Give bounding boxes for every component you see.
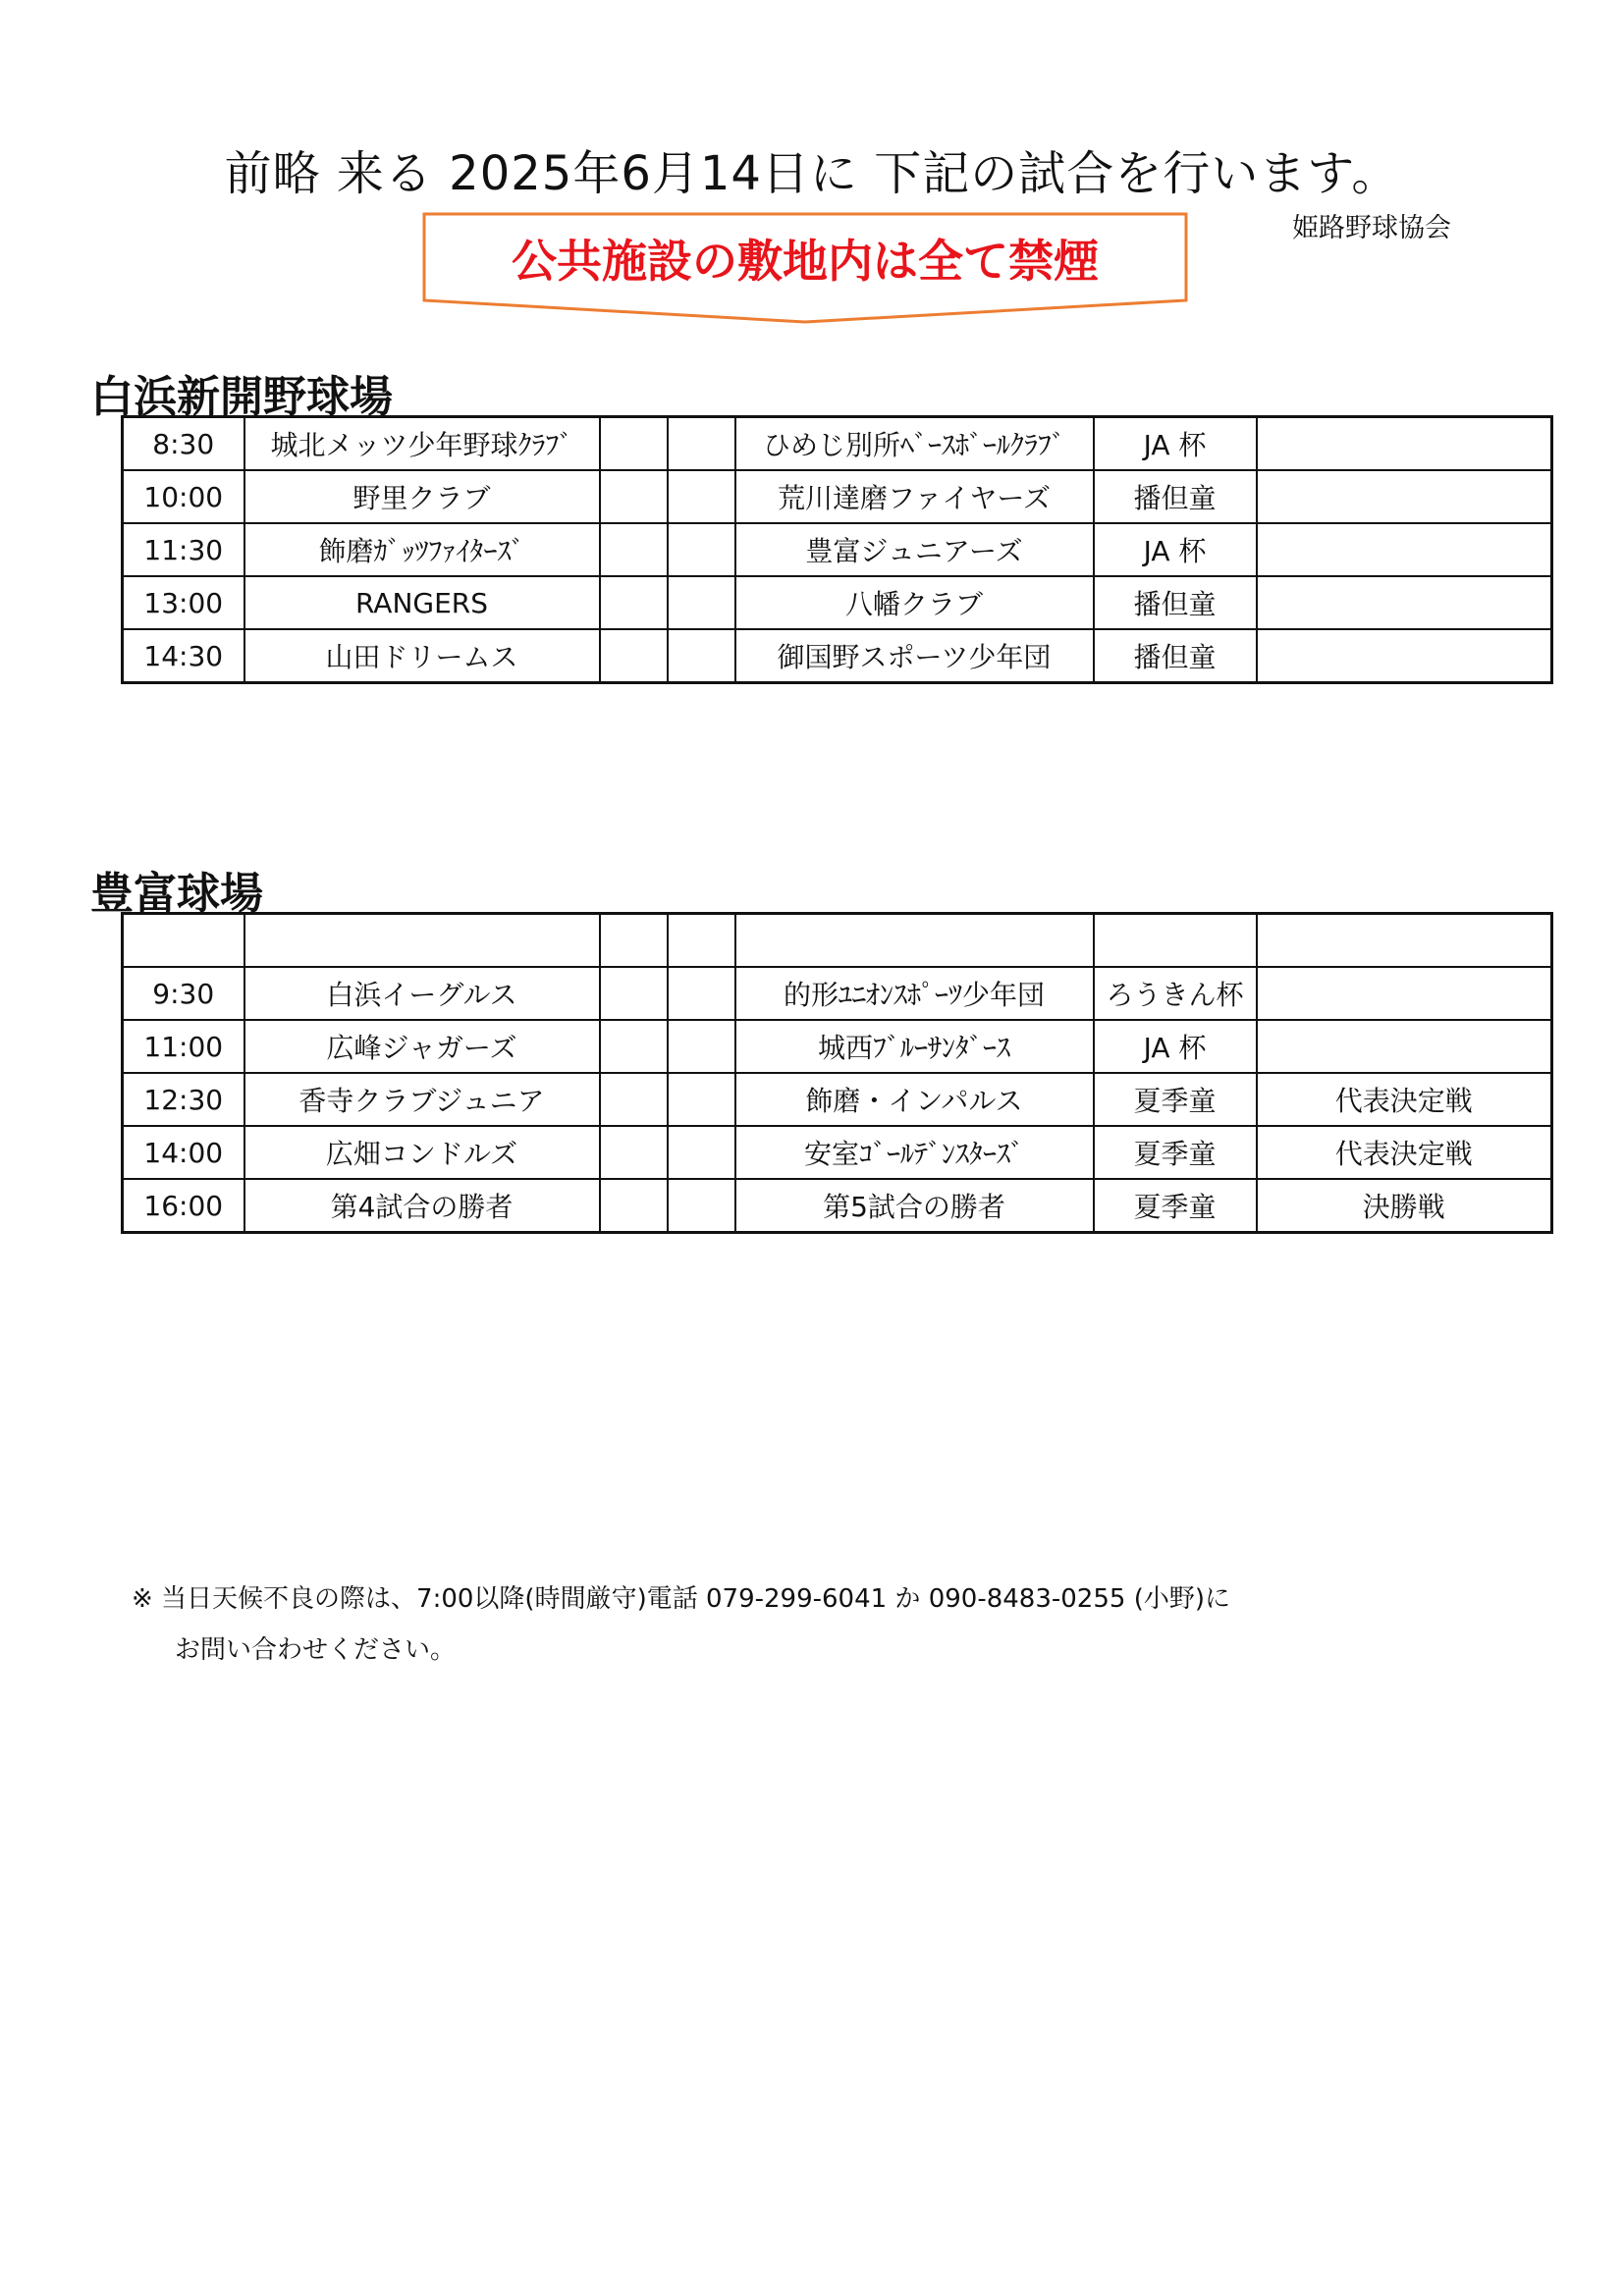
- score2-cell: [668, 914, 735, 968]
- note-cell: 決勝戦: [1257, 1179, 1552, 1233]
- schedule-table-shirahama: [121, 415, 1553, 684]
- league-cell: 夏季童: [1094, 1179, 1257, 1233]
- team1-cell: 広峰ジャガーズ: [244, 1020, 600, 1073]
- score2-cell: [668, 1179, 735, 1233]
- league-cell: [1094, 914, 1257, 968]
- note-cell: [1257, 629, 1552, 683]
- note-cell: [1257, 967, 1552, 1020]
- score2-cell: [668, 629, 735, 683]
- footnote-line-2: お問い合わせください。: [175, 1635, 457, 1665]
- score2-cell: [668, 1073, 735, 1126]
- table-row: [123, 1179, 1552, 1233]
- league-cell: 播但童: [1094, 629, 1257, 683]
- team2-cell: 安室ｺﾞｰﾙﾃﾞﾝｽﾀｰｽﾞ: [735, 1126, 1094, 1179]
- score1-cell: [600, 1179, 668, 1233]
- team2-cell: 豊富ジュニアーズ: [735, 523, 1094, 576]
- team1-cell: [244, 914, 600, 968]
- score1-cell: [600, 914, 668, 968]
- table-row: [123, 470, 1552, 523]
- time-cell: 16:00: [123, 1179, 244, 1233]
- score2-cell: [668, 576, 735, 629]
- league-cell: 播但童: [1094, 576, 1257, 629]
- table-row: [123, 523, 1552, 576]
- team1-cell: 広畑コンドルズ: [244, 1126, 600, 1179]
- league-cell: ろうきん杯: [1094, 967, 1257, 1020]
- score1-cell: [600, 576, 668, 629]
- table-row: [123, 1126, 1552, 1179]
- team2-cell: ひめじ別所ﾍﾞｰｽﾎﾞｰﾙｸﾗﾌﾞ: [735, 417, 1094, 471]
- time-cell: 11:00: [123, 1020, 244, 1073]
- time-cell: [123, 914, 244, 968]
- score1-cell: [600, 523, 668, 576]
- table-row: [123, 576, 1552, 629]
- time-cell: 13:00: [123, 576, 244, 629]
- score1-cell: [600, 967, 668, 1020]
- team2-cell: 荒川達磨ファイヤーズ: [735, 470, 1094, 523]
- note-cell: 代表決定戦: [1257, 1073, 1552, 1126]
- score2-cell: [668, 523, 735, 576]
- note-cell: [1257, 1020, 1552, 1073]
- league-cell: 播但童: [1094, 470, 1257, 523]
- time-cell: 12:30: [123, 1073, 244, 1126]
- note-cell: 代表決定戦: [1257, 1126, 1552, 1179]
- score1-cell: [600, 417, 668, 471]
- team1-cell: 第4試合の勝者: [244, 1179, 600, 1233]
- league-cell: 夏季童: [1094, 1126, 1257, 1179]
- note-cell: [1257, 470, 1552, 523]
- time-cell: 8:30: [123, 417, 244, 471]
- score1-cell: [600, 1073, 668, 1126]
- time-cell: 11:30: [123, 523, 244, 576]
- score1-cell: [600, 629, 668, 683]
- table-row: [123, 1073, 1552, 1126]
- team2-cell: 第5試合の勝者: [735, 1179, 1094, 1233]
- table-row: [123, 967, 1552, 1020]
- score1-cell: [600, 1020, 668, 1073]
- table-row: [123, 629, 1552, 683]
- team2-cell: 的形ﾕﾆｵﾝｽﾎﾟｰﾂ少年団: [735, 967, 1094, 1020]
- team1-cell: 香寺クラブジュニア: [244, 1073, 600, 1126]
- score2-cell: [668, 967, 735, 1020]
- league-cell: JA 杯: [1094, 523, 1257, 576]
- team2-cell: 城西ﾌﾞﾙｰｻﾝﾀﾞｰｽ: [735, 1020, 1094, 1073]
- time-cell: 14:30: [123, 629, 244, 683]
- note-cell: [1257, 914, 1552, 968]
- time-cell: 10:00: [123, 470, 244, 523]
- table-row: [123, 417, 1552, 471]
- team1-cell: 野里クラブ: [244, 470, 600, 523]
- league-cell: JA 杯: [1094, 417, 1257, 471]
- schedule-table-toyotomi: [121, 912, 1553, 1234]
- score1-cell: [600, 470, 668, 523]
- no-smoking-notice: [422, 212, 1188, 325]
- table-row: [123, 1020, 1552, 1073]
- score1-cell: [600, 1126, 668, 1179]
- team1-cell: 城北メッツ少年野球ｸﾗﾌﾞ: [244, 417, 600, 471]
- score2-cell: [668, 417, 735, 471]
- team1-cell: 飾磨ｶﾞｯﾂﾌｧｲﾀｰｽﾞ: [244, 523, 600, 576]
- table-row: [123, 914, 1552, 968]
- team2-cell: 飾磨・インパルス: [735, 1073, 1094, 1126]
- note-cell: [1257, 417, 1552, 471]
- league-cell: JA 杯: [1094, 1020, 1257, 1073]
- venue-title-shirahama: 白浜新開野球場: [90, 372, 393, 422]
- team1-cell: RANGERS: [244, 576, 600, 629]
- notice-text: 公共施設の敷地内は全て禁煙: [512, 235, 1099, 288]
- time-cell: 9:30: [123, 967, 244, 1020]
- venue-title-toyotomi: 豊富球場: [90, 869, 263, 919]
- team2-cell: 御国野スポーツ少年団: [735, 629, 1094, 683]
- team1-cell: 白浜イーグルス: [244, 967, 600, 1020]
- team2-cell: 八幡クラブ: [735, 576, 1094, 629]
- team2-cell: [735, 914, 1094, 968]
- score2-cell: [668, 1020, 735, 1073]
- team1-cell: 山田ドリームス: [244, 629, 600, 683]
- note-cell: [1257, 576, 1552, 629]
- score2-cell: [668, 470, 735, 523]
- league-cell: 夏季童: [1094, 1073, 1257, 1126]
- score2-cell: [668, 1126, 735, 1179]
- headline: 前略 来る 2025年6月14日に 下記の試合を行います。: [224, 146, 1400, 201]
- note-cell: [1257, 523, 1552, 576]
- footnote-line-1: ※ 当日天候不良の際は、7:00以降(時間厳守)電話 079-299-6041 か 090-8483-0255 (小野)に: [132, 1584, 1230, 1614]
- organizer-name: 姫路野球協会: [1292, 213, 1451, 243]
- time-cell: 14:00: [123, 1126, 244, 1179]
